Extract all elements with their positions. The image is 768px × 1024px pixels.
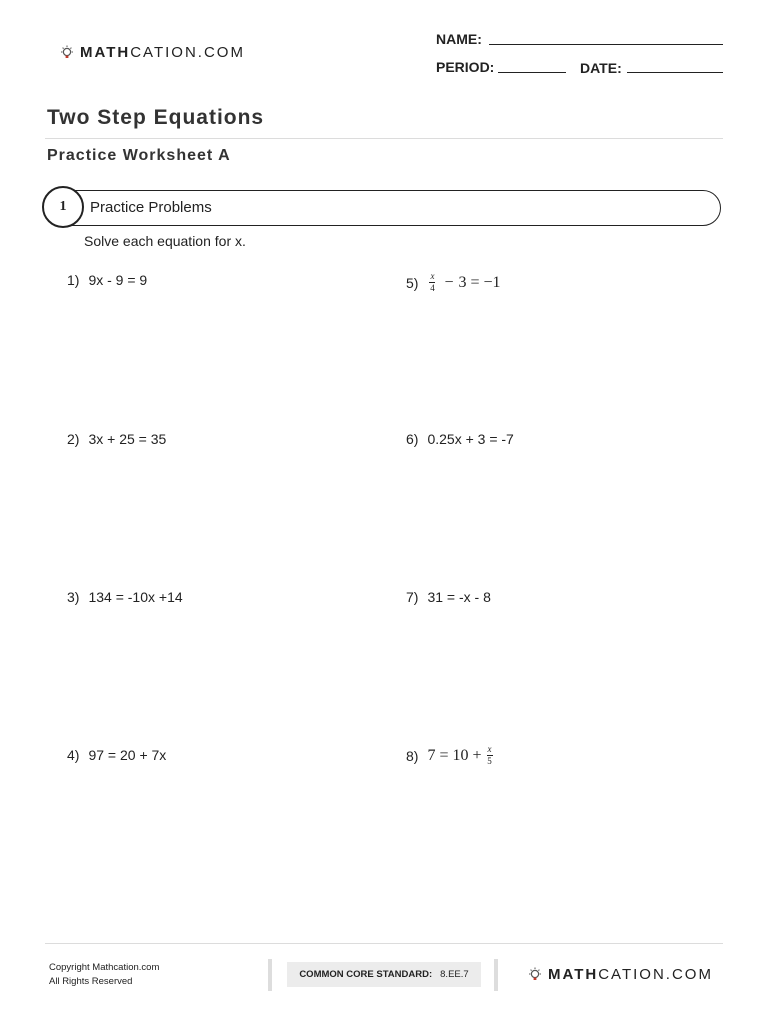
fraction-denominator: 5 <box>487 756 492 766</box>
fraction <box>487 745 493 766</box>
copyright <box>49 961 159 989</box>
page-subtitle: Practice Worksheet A <box>47 147 231 164</box>
problem-5 <box>406 272 501 293</box>
problem-equation: 9x - 9 = 9 <box>88 272 148 288</box>
logo-text: MATHCATION.COM <box>80 44 245 61</box>
problem-number: 6) <box>406 431 419 447</box>
equation-rest: 3 = −1 <box>458 273 501 291</box>
problem-equation <box>427 272 500 293</box>
problem-equation <box>427 745 496 766</box>
copyright-line-2: All Rights Reserved <box>49 976 133 987</box>
minus-sign: − <box>444 273 454 291</box>
problem-8 <box>406 745 497 766</box>
problem-equation: 97 = 20 + 7x <box>88 747 167 763</box>
footer-separator <box>494 959 498 991</box>
instructions: Solve each equation for x. <box>84 233 246 249</box>
problem-number: 7) <box>406 589 419 605</box>
header-logo <box>60 44 245 61</box>
section-number-badge: 1 <box>42 186 84 228</box>
problem-number: 4) <box>67 747 80 763</box>
problem-1 <box>67 272 147 288</box>
problem-number: 5) <box>406 274 419 291</box>
standard-label: COMMON CORE STANDARD: <box>299 969 433 980</box>
fraction <box>429 272 435 293</box>
problem-equation: 3x + 25 = 35 <box>88 431 167 447</box>
footer-divider <box>45 943 723 944</box>
problem-7 <box>406 589 491 605</box>
name-label: NAME: <box>436 31 482 47</box>
problem-number: 3) <box>67 589 80 605</box>
footer-logo <box>528 966 713 983</box>
common-core-standard <box>287 962 481 987</box>
problem-2 <box>67 431 166 447</box>
problem-equation: 0.25x + 3 = -7 <box>427 431 514 447</box>
title-divider <box>45 138 723 139</box>
fraction-numerator: x <box>487 744 492 754</box>
problem-number: 2) <box>67 431 80 447</box>
logo-text: MATHCATION.COM <box>548 966 713 983</box>
section-title: Practice Problems <box>90 199 212 216</box>
date-label: DATE: <box>580 60 622 76</box>
problem-6 <box>406 431 514 447</box>
fraction-numerator: x <box>430 271 435 281</box>
period-label: PERIOD: <box>436 59 495 75</box>
problem-equation: 134 = -10x +14 <box>88 589 183 605</box>
date-field[interactable] <box>627 72 723 73</box>
equation-lead: 7 = 10 + <box>427 746 482 764</box>
problem-number: 8) <box>406 747 419 764</box>
lightbulb-icon <box>528 967 542 983</box>
page-title: Two Step Equations <box>47 106 265 129</box>
fraction-denominator: 4 <box>430 283 435 293</box>
problem-3 <box>67 589 183 605</box>
footer-separator <box>268 959 272 991</box>
name-field[interactable] <box>489 44 723 45</box>
lightbulb-icon <box>60 45 74 61</box>
problem-4 <box>67 747 166 763</box>
problem-number: 1) <box>67 272 80 288</box>
copyright-line-1: Copyright Mathcation.com <box>49 962 160 973</box>
standard-value: 8.EE.7 <box>440 969 469 980</box>
problem-equation: 31 = -x - 8 <box>427 589 491 605</box>
period-field[interactable] <box>498 72 566 73</box>
